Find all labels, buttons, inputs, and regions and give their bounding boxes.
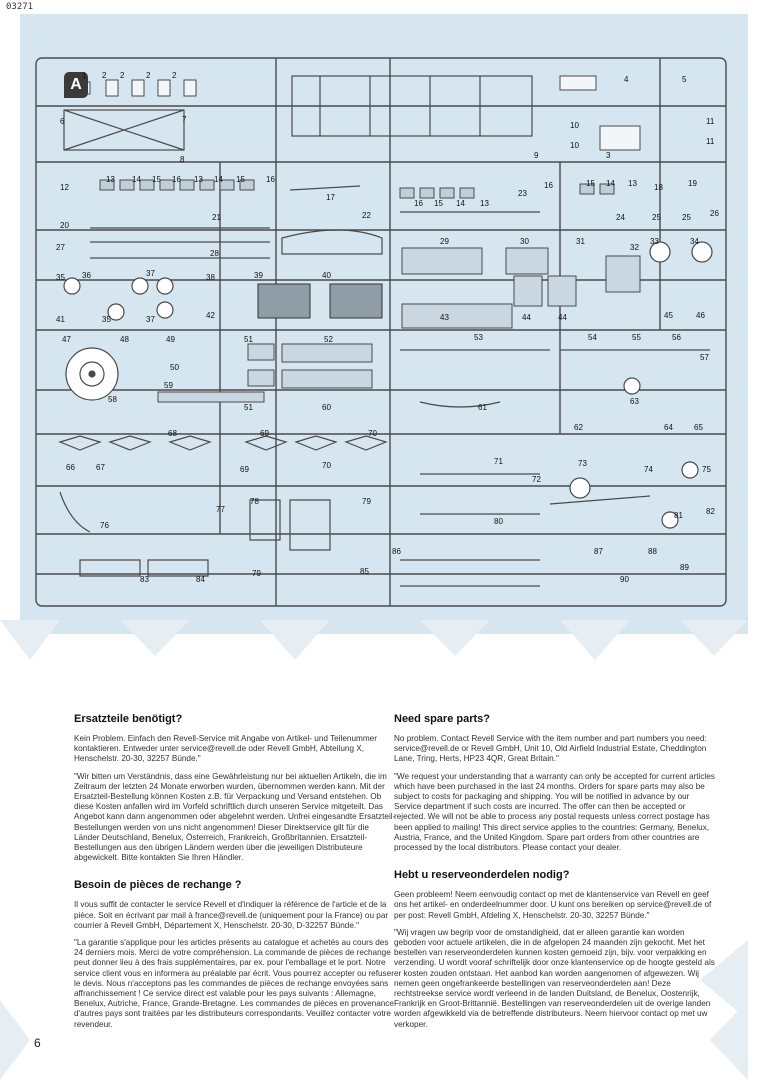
part-number: 14 [456,199,465,208]
left-text-column [74,712,396,1037]
part-number: 8 [180,155,185,164]
part-number: 84 [196,575,205,584]
part-number: 12 [60,183,69,192]
part-number: 15 [236,175,245,184]
sprue-letter-badge: A [64,72,88,98]
part-number: 13 [194,175,203,184]
part-number: 31 [576,237,585,246]
part-number: 60 [322,403,331,412]
part-number: 34 [690,237,699,246]
part-number: 75 [702,465,711,474]
part-number: 4 [624,75,629,84]
part-number: 13 [106,175,115,184]
part-number: 10 [570,141,579,150]
part-number: 3 [606,151,611,160]
part-number: 9 [534,151,539,160]
part-number: 16 [172,175,181,184]
part-number: 2 [146,71,151,80]
part-number: 85 [360,567,369,576]
english-section-title: Need spare parts? [394,713,490,725]
dutch-paragraph-1: Geen probleem! Neem eenvoudig contact op met de klantenservice van Revell en geef ons het artikel- en onderdeelnummer door. U kunt ons bereiken op service@revell.de of per post: Revell GmbH, Afdeling X, Henschelstr. 20-30, 32257 Bünde." [394,890,712,920]
part-number: 27 [56,243,65,252]
part-number: 23 [518,189,527,198]
part-number: 32 [630,243,639,252]
part-number: 51 [244,335,253,344]
part-number: 58 [108,395,117,404]
part-number: 14 [132,175,141,184]
part-number: 5 [682,75,687,84]
part-number: 90 [620,575,629,584]
part-number: 51 [244,403,253,412]
part-number: 59 [164,381,173,390]
english-paragraph-1: No problem. Contact Revell Service with the item number and part numbers you need: service@revell.de or Revell GmbH, Unit 10, Old Airfield Industrial Estate, Cheddington Lane, Tring, Herts, HP23 4QR, Great Britain." [394,734,707,764]
part-number: 10 [570,121,579,130]
part-number: 16 [266,175,275,184]
part-number: 50 [170,363,179,372]
part-number: 83 [140,575,149,584]
part-number: 6 [60,117,65,126]
part-number: 48 [120,335,129,344]
part-number: 13 [628,179,637,188]
german-paragraph-2: "Wir bitten um Verständnis, dass eine Gewährleistung nur bei aktuellen Artikeln, die im Zeitraum der letzten 24 Monate erworben wurden, übernommen werden kann. Mit der Ersatzteil-Bestellung können Kosten z.B. für Verpackung und Versand entstehen. Ob diese Kosten anfallen wird im Vorfeld schriftlich durch unseren Service mitgeteilt. Das Angebot kann dann angenommen oder abgelehnt werden. Unfrei eingesandte Ersatzteil-Bestellungen werden von uns nicht angenommen! Dieser Direktservice gilt für die Länder Deutschland, Benelux, Österreich, Frankreich, Großbritannien. Ersatzteil-Bestellungen aus den übrigen Ländern werden über die jeweiligen Distributeure abgewickelt. Bitte kontakten Sie Ihren Händler. [74,771,396,863]
part-number: 89 [680,563,689,572]
part-number: 68 [168,429,177,438]
part-number: 53 [474,333,483,342]
part-number: 15 [152,175,161,184]
part-number: 66 [66,463,75,472]
part-number: 16 [544,181,553,190]
part-number: 11 [706,117,715,126]
dutch-paragraph-2: "Wij vragen uw begrip voor de omstandigheid, dat er alleen garantie kan worden geboden voor actuele artikelen, die in de afgelopen 24 maanden zijn gekocht. Met het bestellen van reserveonderdelen kunnen kosten gemoeid zijn, bijv. voor verpakking en verzending. U wordt vooraf schriftelijk door onze klantenservice op de hoogte gesteld als er kosten zouden ontstaan. Het aanbod kan worden aangenomen of afgewezen. Wij nemen geen ongefrankeerde bestellingen van reserveonderdelen aan! Deze rechtstreekse service wordt verleend in de landen Duitsland, de Benelux, Oostenrijk, Frankrijk en Groot-Brittannië. Bestellingen van reserveonderdelen uit de overige landen worden afgewikkeld via de betreffende distributeurs. Neem hiervoor contact op met uw verkoper. [394,927,715,1029]
part-number: 79 [252,569,261,578]
part-number: 49 [166,335,175,344]
part-number: 16 [414,199,423,208]
part-number: 25 [682,213,691,222]
part-number: 22 [362,211,371,220]
part-number: 37 [146,269,155,278]
part-number: 17 [326,193,335,202]
part-number: 64 [664,423,673,432]
page-number: 6 [34,1036,41,1050]
part-number: 46 [696,311,705,320]
part-number: 65 [694,423,703,432]
part-number: 2 [120,71,125,80]
part-number: 86 [392,547,401,556]
part-number: 54 [588,333,597,342]
part-number: 41 [56,315,65,324]
part-number: 76 [100,521,109,530]
part-number: 74 [644,465,653,474]
part-number: 21 [212,213,221,222]
part-number: 24 [616,213,625,222]
part-number: 11 [706,137,715,146]
part-number: 73 [578,459,587,468]
part-number: 26 [710,209,719,218]
part-number: 1 [82,71,87,80]
part-number: 44 [522,313,531,322]
french-section-title: Besoin de pièces de rechange ? [74,879,242,892]
part-number: 70 [368,429,377,438]
part-number: 20 [60,221,69,230]
part-number: 7 [182,115,187,124]
part-number: 87 [594,547,603,556]
english-paragraph-2: "We request your understanding that a warranty can only be accepted for current articles which have been purchased in the last 24 months. Orders for spare parts may also be subject to costs for packaging and shipping. You will be notified in advance by our Service department if such costs are incurred. The offer can then be accepted or rejected. We will not be able to process any postal requests unless correct postage has been applied to mailing! This direct service applies to the countries: Germany, Benelux, Austria, France, and the United Kingdom. Spare part orders from other countries are processed by the local distributors. Please contact your dealer. [394,771,715,853]
part-number: 15 [586,179,595,188]
part-number: 37 [146,315,155,324]
part-number: 18 [654,183,663,192]
part-number: 14 [214,175,223,184]
document-code: 03271 [6,2,34,12]
part-number: 39 [254,271,263,280]
part-number: 35 [102,315,111,324]
part-number: 70 [322,461,331,470]
part-number: 69 [260,429,269,438]
part-number: 82 [706,507,715,516]
part-number: 81 [674,511,683,520]
part-number: 40 [322,271,331,280]
part-number: 42 [206,311,215,320]
part-number: 33 [650,237,659,246]
part-number: 14 [606,179,615,188]
part-number: 36 [82,271,91,280]
part-number: 57 [700,353,709,362]
german-section-title: Ersatzteile benötigt? [74,713,183,725]
part-number: 45 [664,311,673,320]
part-number: 15 [434,199,443,208]
part-number: 30 [520,237,529,246]
german-paragraph-1: Kein Problem. Einfach den Revell-Service mit Angabe von Artikel- und Teilenummer kontaktieren. Entweder unter service@revell.de oder Revell GmbH, Abteilung X, Henschelstr. 20-30, 32257 Bünde." [74,734,377,764]
part-number: 88 [648,547,657,556]
sprue-frame-drawing [20,14,748,634]
part-number: 72 [532,475,541,484]
part-number: 43 [440,313,449,322]
sprue-diagram [20,14,748,634]
part-number: 19 [688,179,697,188]
part-number: 38 [206,273,215,282]
part-number: 77 [216,505,225,514]
french-paragraph-1: Il vous suffit de contacter le service Revell et d'indiquer la référence de l'article et de la pièce. Soit en écrivant par mail à france@revell.de (uniquement pour la France) ou par courrier à Revell GmbH, Département X, Henschelstr. 20-30, D-32257 Bünde." [74,900,389,930]
part-number: 79 [362,497,371,506]
part-number: 47 [62,335,71,344]
part-number: 71 [494,457,503,466]
part-number: 52 [324,335,333,344]
part-number: 35 [56,273,65,282]
part-number: 67 [96,463,105,472]
part-number: 63 [630,397,639,406]
part-number: 28 [210,249,219,258]
french-paragraph-2: "La garantie s'applique pour les articles présents au catalogue et achetés au cours des 24 derniers mois. Merci de votre compréhension. La commande de pièces de rechange peut donner lieu à des frais supplémentaires, par ex. pour l'emballage et le port. Notre service client vous en informera au préalable par écrit. Vous pourrez accepter ou refuser le devis. Nous n'acceptons pas les commandes de pièces de rechange envoyées sans affranchissement ! Ce service direct est valable pour les pays suivants : Allemagne, Benelux, Autriche, France, Grande-Bretagne. Les commandes de pièces en provenance d'autres pays sont traitées par les distributeurs correspondants. Veuillez contacter votre revendeur. [74,938,394,1029]
part-number: 80 [494,517,503,526]
part-number: 61 [478,403,487,412]
part-number: 29 [440,237,449,246]
part-number: 69 [240,465,249,474]
part-number: 25 [652,213,661,222]
dutch-section-title: Hebt u reserveonderdelen nodig? [394,869,570,882]
part-number: 78 [250,497,259,506]
part-number: 55 [632,333,641,342]
part-number: 13 [480,199,489,208]
right-text-column [394,712,716,1037]
part-number: 62 [574,423,583,432]
part-number: 56 [672,333,681,342]
part-number: 2 [102,71,107,80]
part-number: 2 [172,71,177,80]
part-number: 44 [558,313,567,322]
